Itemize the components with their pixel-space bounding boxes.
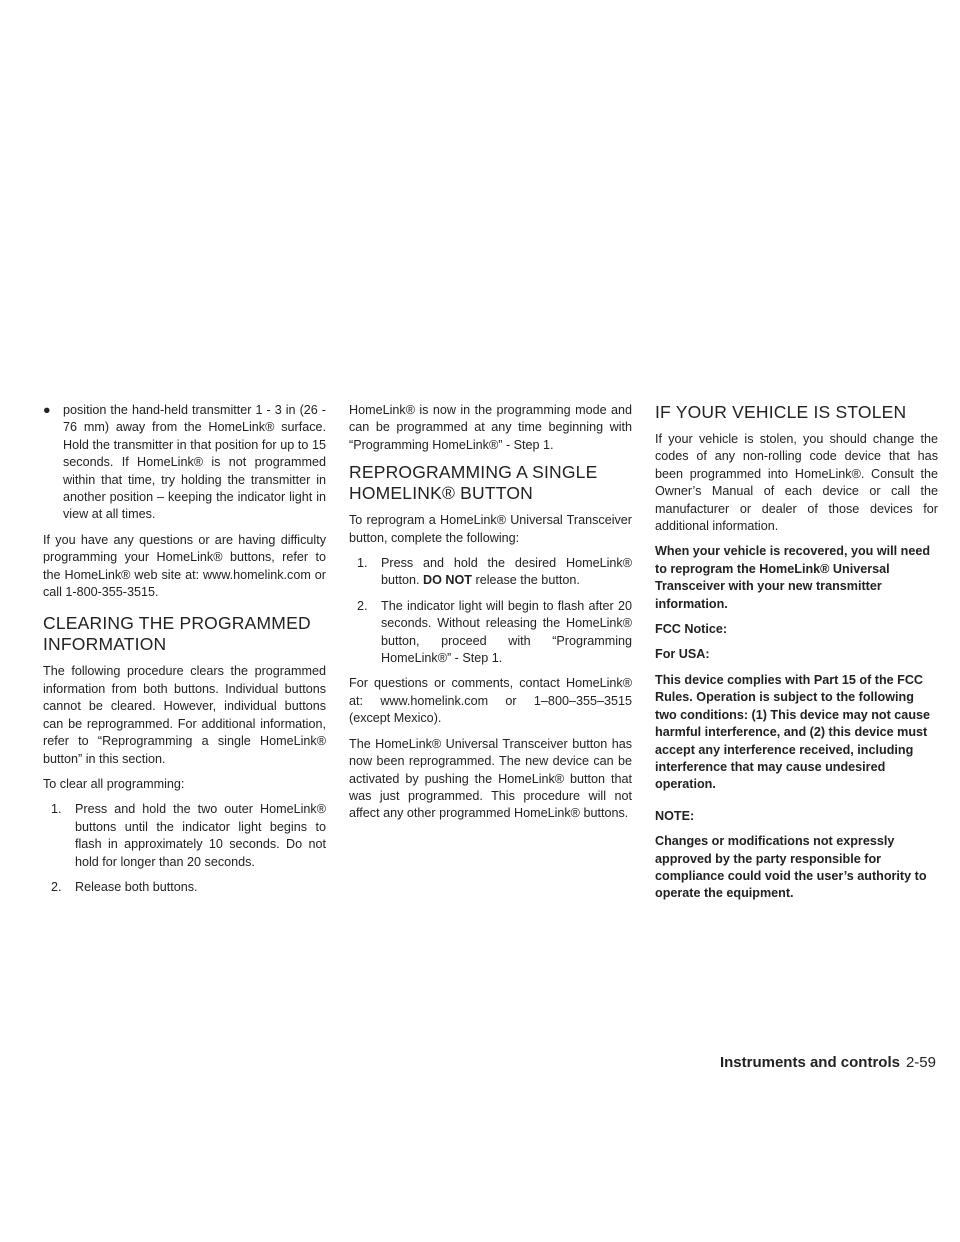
step-number: 1. xyxy=(357,556,368,571)
stolen-paragraph: If your vehicle is stolen, you should change the codes of any non-rolling code device that has been programmed into HomeLink®. Consult the Owner’s Manual of each device or call the manufacturer or dealer of those devices for additional information. xyxy=(655,432,938,534)
clearing-heading xyxy=(43,613,326,655)
bullet-icon: ● xyxy=(43,403,51,417)
list-item xyxy=(51,879,326,896)
step-text-tail: release the button. xyxy=(475,573,580,588)
left-column xyxy=(43,402,326,904)
page-number: 2-59 xyxy=(905,1054,936,1071)
reprogrammed-paragraph: The HomeLink® Universal Transceiver button has now been reprogrammed. The new device can be activated by pushing the HomeLink® button that was just programmed. This procedure will not affect any other programmed HomeLink® buttons. xyxy=(349,736,632,821)
questions-paragraph: For questions or comments, contact HomeLink® at: www.homelink.com or 1–800–355–3515 (except Mexico). xyxy=(349,676,632,726)
heading-line: INFORMATION xyxy=(43,634,167,655)
usa-label: For USA: xyxy=(655,647,710,662)
footer-section-title: Instruments and controls xyxy=(719,1054,900,1071)
step-number: 2. xyxy=(51,879,62,894)
recovered-notice: When your vehicle is recovered, you will need to reprogram the HomeLink® Universal Transceiver with your new transmitter information. xyxy=(655,544,931,611)
note-label: NOTE: xyxy=(655,808,695,823)
list-item xyxy=(357,598,632,668)
to-clear-paragraph: To clear all programming: xyxy=(43,776,185,791)
list-item xyxy=(43,402,326,524)
reprogramming-heading xyxy=(349,462,632,504)
step-number: 1. xyxy=(51,802,62,817)
do-not-emphasis: DO NOT xyxy=(423,573,472,588)
list-item xyxy=(357,555,632,590)
programming-mode-paragraph: HomeLink® is now in the programming mode and can be programmed at any time beginning with “Programming HomeLink®” - Step 1. xyxy=(349,403,632,452)
reprogram-intro-paragraph: To reprogram a HomeLink® Universal Transceiver button, complete the following: xyxy=(349,513,632,545)
heading-line: CLEARING THE PROGRAMMED xyxy=(43,613,311,634)
clear-paragraph: The following procedure clears the programmed information from both buttons. Individual buttons cannot be cleared. However, individual buttons can be reprogrammed. For additional information, refer to “Reprogramming a single HomeLink® button” in this section. xyxy=(43,664,326,766)
right-column xyxy=(655,402,938,911)
fcc-notice-label: FCC Notice: xyxy=(655,622,728,637)
page-footer xyxy=(720,1053,936,1073)
reprogram-steps-list xyxy=(349,555,632,667)
step-text: Press and hold the two outer HomeLink® buttons until the indicator light begins to flash in approximately 10 seconds. Do not hold for longer than 20 seconds. xyxy=(75,802,326,869)
heading-line: REPROGRAMMING A SINGLE xyxy=(349,462,598,483)
help-paragraph: If you have any questions or are having difficulty programming your HomeLink® buttons, refer to the HomeLink® web site at: www.homelink.com or call 1-800-355-3515. xyxy=(43,532,326,600)
stolen-heading: IF YOUR VEHICLE IS STOLEN xyxy=(655,402,907,422)
fcc-compliance-text: This device complies with Part 15 of the FCC Rules. Operation is subject to the following two conditions: (1) This device may not cause harmful interference, and (2) this device must accept any interference received, including interference that may cause undesired operation. xyxy=(655,672,931,792)
step-text: Release both buttons. xyxy=(75,879,198,894)
clear-steps-list xyxy=(43,801,326,896)
step-number: 2. xyxy=(357,598,368,613)
middle-column xyxy=(349,402,632,831)
bullet-text: position the hand-held transmitter 1 - 3 in (26 - 76 mm) away from the HomeLink® surface. Hold the transmitter in that position for up to 15 seconds. If HomeLink® is not programmed within that time, try holding the transmitter in another position – keeping the indicator light in view at all times. xyxy=(63,403,326,522)
heading-line: HOMELINK® BUTTON xyxy=(349,483,533,504)
step-text: Press and hold the desired HomeLink® button. xyxy=(381,556,632,588)
list-item xyxy=(51,801,326,871)
changes-warning: Changes or modifications not expressly approved by the party responsible for compliance could void the user’s authority to operate the equipment. xyxy=(655,834,927,901)
bullet-list xyxy=(43,402,326,524)
step-text: The indicator light will begin to flash after 20 seconds. Without releasing the HomeLink® button, proceed with “Programming HomeLink®” - Step 1. xyxy=(381,598,632,666)
